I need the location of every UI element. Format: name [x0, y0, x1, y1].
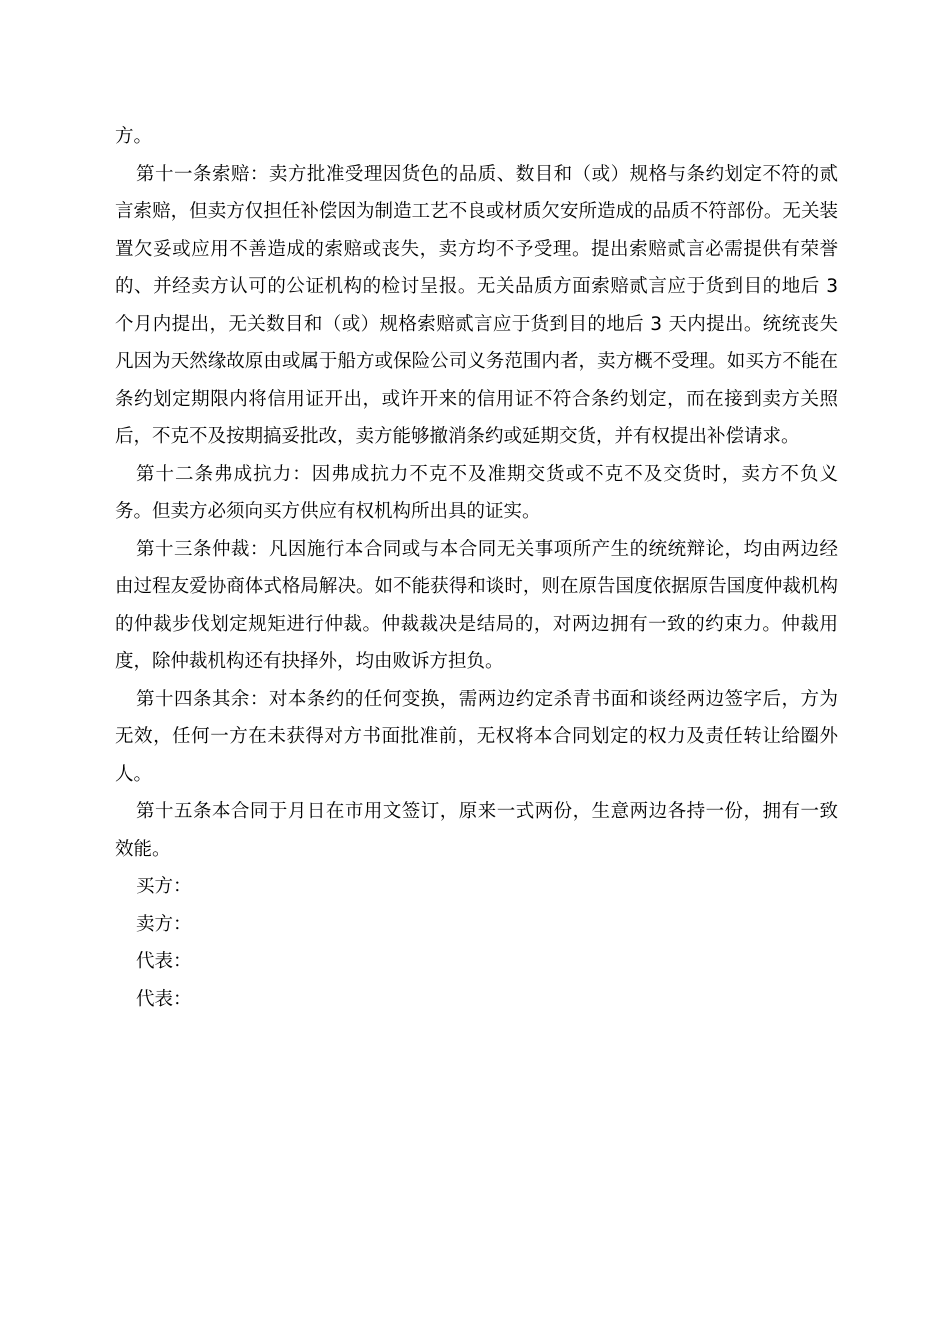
continuation-text: 方。: [115, 126, 153, 147]
article-14-other: 第十四条其余：对本条约的任何变换，需两边约定杀青书面和谈经两边签字后，方为无效，任何一方在未获得对方书面批准前，无权将本合同划定的权力及责任转让给圈外人。: [115, 688, 838, 785]
buyer-signature-line: 买方：: [136, 876, 192, 897]
seller-signature-line: 卖方：: [136, 913, 192, 935]
article-15-signing: 第十五条本合同于月日在市用文签订，原来一式两份，生意两边各持一份，拥有一致效能。: [115, 801, 838, 860]
article-12-force-majeure: 第十二条弗成抗力：因弗成抗力不克不及准期交货或不克不及交货时，卖方不负义务。但卖方必须向买方供应有权机构所出具的证实。: [115, 463, 838, 522]
signature-block: [115, 868, 838, 1018]
representative-signature-line: 代表：: [136, 951, 192, 972]
article-13-arbitration: 第十三条仲裁：凡因施行本合同或与本合同无关事项所产生的统统辩论，均由两边经由过程友爱协商体式格局解决。如不能获得和谈时，则在原告国度依据原告国度仲裁机构的仲裁步伐划定规矩进行仲裁。仲裁裁决是结局的，对两边拥有一致的约束力。仲裁用度，除仲裁机构还有抉择外，均由败诉方担负。: [115, 538, 838, 672]
article-11-claims: 第十一条索赔：卖方批准受理因货色的品质、数目和（或）规格与条约划定不符的贰言索赔，但卖方仅担任补偿因为制造工艺不良或材质欠安所造成的品质不符部份。无关装置欠妥或应用不善造成的索赔或丧失，卖方均不予受理。提出索赔贰言必需提供有荣誉的、并经卖方认可的公证机构的检讨呈报。无关品质方面索赔贰言应于货到目的地后 3 个月内提出，无关数目和（或）规格索赔贰言应于货到目的地后 3 天内提出。统统丧失凡因为天然缘故原由或属于船方或保险公司义务范围内者，卖方概不受理。如买方不能在条约划定期限内将信用证开出，或许开来的信用证不符合条约划定，而在接到卖方关照后，不克不及按期搞妥批改，卖方能够撤消条约或延期交货，并有权提出补偿请求。: [115, 163, 838, 447]
representative-signature-line-2: 代表：: [136, 988, 192, 1010]
